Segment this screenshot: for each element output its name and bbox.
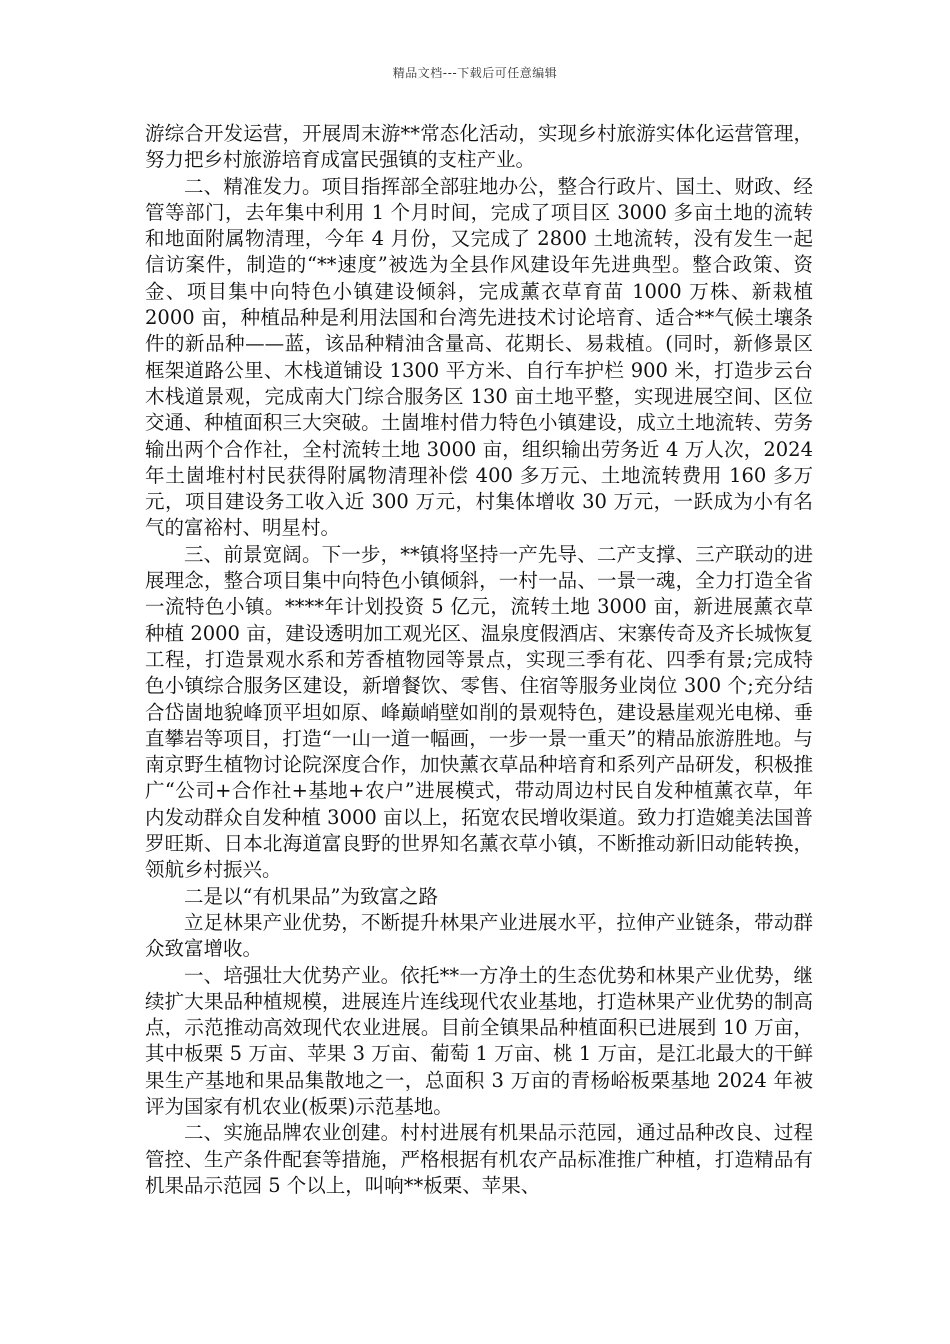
paragraph: 三、前景宽阔。下一步，**镇将坚持一产先导、二产支撑、三产联动的进展理念，整合项目集中向特色小镇倾斜，一村一品、一景一魂，全力打造全省一流特色小镇。****年计划投资 5 亿元，流转土地 3000 亩，新进展薰衣草种植 2000 亩，建设透明加工观光区、温泉度假酒店、宋寨传奇及齐长城恢复工程，打造景观水系和芳香植物园等景点，实现三季有花、四季有景;完成特色小镇综合服务区建设，新增餐饮、零售、住宿等服务业岗位 300 个;充分结合岱崮地貌峰顶平坦如原、峰巅峭壁如削的景观特色，建设悬崖观光电梯、垂直攀岩等项目，打造“一山一道一幅画，一步一景一重天”的精品旅游胜地。与南京野生植物讨论院深度合作，加快薰衣草品种培育和系列产品研发，积极推广“公司+合作社+基地+农户”进展模式，带动周边村民自发种植薰衣草，年内发动群众自发种植 3000 亩以上，拓宽农民增收渠道。致力打造媲美法国普罗旺斯、日本北海道富良野的世界知名薰衣草小镇，不断推动新旧动能转换，领航乡村振兴。 [145, 542, 813, 882]
paragraph: 二、实施品牌农业创建。村村进展有机果品示范园，通过品种改良、过程管控、生产条件配套等措施，严格根据有机农产品标准推广种植，打造精品有机果品示范园 5 个以上，叫响**板栗、苹果、 [145, 1121, 813, 1197]
paragraph: 立足林果产业优势，不断提升林果产业进展水平，拉伸产业链条，带动群众致富增收。 [145, 910, 813, 961]
paragraph: 游综合开发运营，开展周末游**常态化活动，实现乡村旅游实体化运营管理，努力把乡村旅游培育成富民强镇的支柱产业。 [145, 122, 813, 172]
paragraph: 一、培强壮大优势产业。依托**一方净土的生态优势和林果产业优势，继续扩大果品种植规模，进展连片连线现代农业基地，打造林果产业优势的制高点，示范推动高效现代农业进展。目前全镇果品种植面积已进展到 10 万亩，其中板栗 5 万亩、苹果 3 万亩、葡萄 1 万亩、桃 1 万亩，是江北最大的干鲜果生产基地和果品集散地之一，总面积 3 万亩的青杨峪板栗基地 2024 年被评为国家有机农业(板栗)示范基地。 [145, 963, 813, 1118]
section-heading: 二是以“有机果品”为致富之路 [184, 884, 438, 908]
document-body [145, 121, 813, 1199]
page-header: 精品文档---下载后可任意编辑 [392, 66, 558, 80]
paragraph: 二、精准发力。项目指挥部全部驻地办公，整合行政片、国土、财政、经管等部门，去年集中利用 1 个月时间，完成了项目区 3000 多亩土地的流转和地面附属物清理，今年 4 月份，又完成了 2800 土地流转，没有发生一起信访案件，制造的“**速度”被选为全县作风建设年先进典型。整合政策、资金、项目集中向特色小镇建设倾斜，完成薰衣草育苗 1000 万株、新栽植 2000 亩，种植品种是利用法国和台湾先进技术讨论培育、适合**气候土壤条件的新品种——蓝，该品种精油含量高、花期长、易栽植。(同时，新修景区框架道路公里、木栈道铺设 1300 平方米、自行车护栏 900 米，打造步云台木栈道景观，完成南大门综合服务区 130 亩土地平整，实现进展空间、区位交通、种植面积三大突破。土崮堆村借力特色小镇建设，成立土地流转、劳务输出两个合作社，全村流转土地 3000 亩，组织输出劳务近 4 万人次，2024 年土崮堆村村民获得附属物清理补偿 400 多万元、土地流转费用 160 多万元，项目建设务工收入近 300 万元，村集体增收 30 万元，一跃成为小有名气的富裕村、明星村。 [145, 174, 813, 540]
